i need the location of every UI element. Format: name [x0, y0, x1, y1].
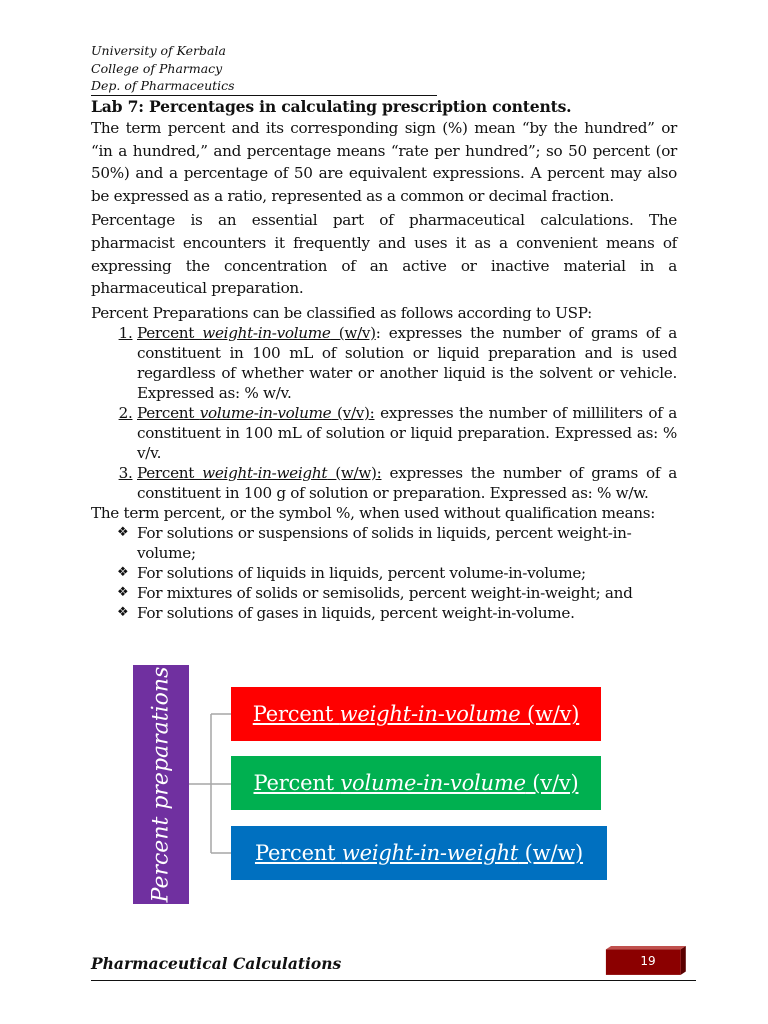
diagram-box-volume-in-volume: Percent volume-in-volume (v/v) [231, 756, 601, 810]
item-number: 1. [118, 323, 133, 342]
item-number: 2. [118, 403, 133, 422]
symbol-intro: The term percent, or the symbol %, when used without qualification means: [91, 503, 656, 522]
footer-title: Pharmaceutical Calculations [91, 954, 342, 973]
list-item: ❖ For solutions of liquids in liquids, percent volume-in-volume; [91, 563, 677, 583]
paragraph-definition: The term percent and its corresponding sign (%) mean “by the hundred” or “in a hundred,” and percentage means “rate per hundred”; so 50 percent (or 50%) and a percentage of 50 are equivalent expressions. A percent may also be expressed as a ratio, represented as a common or decimal fraction. [91, 119, 677, 205]
paragraph-importance: Percentage is an essential part of pharmaceutical calculations. The pharmacist encounters it frequently and uses it as a convenient means of expressing the concentration of an active or inactive material in a pharmaceutical preparation. [91, 211, 677, 298]
item-heading: Percent volume-in-volume (v/v): [137, 403, 375, 422]
footer-divider [91, 980, 696, 981]
classification-intro: Percent Preparations can be classified as follows according to USP: [91, 303, 592, 322]
header-university: University of Kerbala [91, 43, 226, 58]
list-item: ❖ For solutions of gases in liquids, percent weight-in-volume. [91, 603, 677, 623]
item-term: weight-in-volume [202, 323, 331, 342]
item-term: volume-in-volume [199, 403, 332, 422]
list-item: ❖ For solutions or suspensions of solids in liquids, percent weight-in-volume; [91, 523, 677, 563]
diagram-box-weight-in-weight: Percent weight-in-weight (w/w) [231, 826, 607, 880]
header-college: College of Pharmacy [91, 60, 223, 76]
diamond-bullet-icon: ❖ [117, 584, 129, 600]
item-description: expresses the number of grams of a constituent in 100 mL of solution or liquid preparation and is used regardless of whether water or another liquid is the solvent or vehicle. Expressed as: % w/v. [137, 323, 678, 402]
item-term: weight-in-weight [202, 463, 328, 482]
diamond-bullet-icon: ❖ [117, 564, 129, 580]
diagram-root-label: Percent preparations [148, 666, 174, 903]
diamond-bullet-icon: ❖ [117, 524, 129, 540]
diagram-box-weight-in-volume: Percent weight-in-volume (w/v) [231, 687, 601, 741]
lab-title: Lab 7: Percentages in calculating prescription contents. [91, 97, 572, 116]
item-description: expresses the number of grams of a constituent in 100 g of solution or preparation. Expressed as: % w/w. [137, 463, 678, 502]
item-number: 3. [118, 463, 133, 482]
header-department: Dep. of Pharmaceutics [91, 77, 437, 96]
list-item: ❖ For mixtures of solids or semisolids, percent weight-in-weight; and [91, 583, 677, 603]
page-number: 19 [640, 954, 656, 968]
item-heading: Percent weight-in-weight (w/w): [137, 463, 382, 482]
list-item: 1. Percent weight-in-volume (w/v): expresses the number of grams of a constituent in 100 mL of solution or liquid preparation and is used regardless of whether water or another liquid is the solvent or vehicle. Expressed as: % w/v. [118, 323, 678, 402]
item-heading: Percent weight-in-volume (w/v) [137, 323, 376, 342]
diamond-bullet-icon: ❖ [117, 604, 129, 620]
item-description: expresses the number of milliliters of a constituent in 100 mL of solution or liquid preparation. Expressed as: % v/v. [137, 403, 677, 462]
